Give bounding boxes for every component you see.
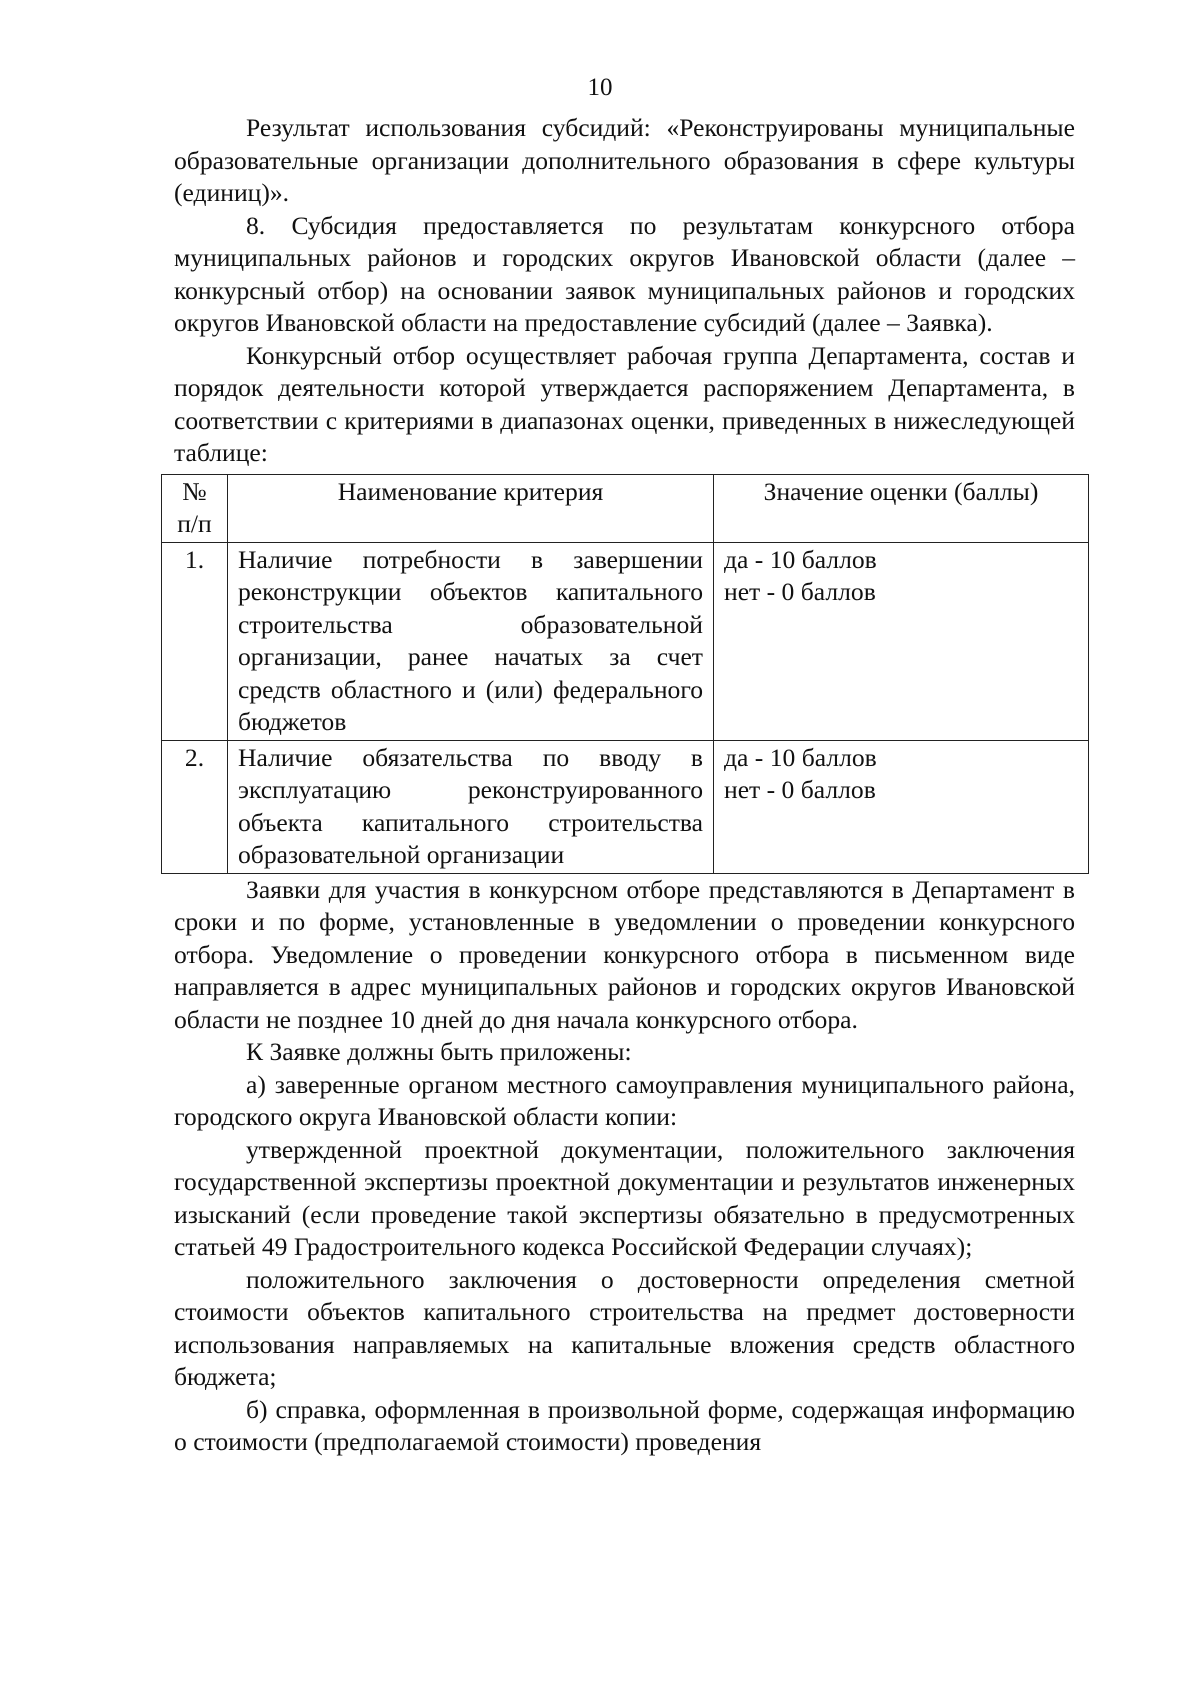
paragraph-item-b: б) справка, оформленная в произвольной форме, содержащая информацию о стоимости (предполагаемой стоимости) проведения (174, 1394, 1075, 1456)
paragraph-subsidy-result: Результат использования субсидий: «Реконструированы муниципальные образовательные организации дополнительного образования в сфере культуры (единиц)». (174, 113, 1075, 207)
criteria-table (161, 474, 1089, 874)
row-criterion: Наличие потребности в завершении реконструкции объектов капитального строительства образовательной организации, ранее начатых за счет средств областного и (или) федерального бюджетов (228, 542, 714, 740)
document-body (174, 112, 1075, 1459)
header-number: № п/п (162, 474, 228, 542)
row-score: да - 10 баллов нет - 0 баллов (714, 542, 1089, 740)
paragraph-applications: Заявки для участия в конкурсном отборе представляются в Департамент в сроки и по форме, установленные в уведомлении о проведении конкурсного отбора. Уведомление о проведении конкурсного отбора в письменном виде направляется в адрес муниципальных районов и городских округов Ивановской области не позднее 10 дней до дня начала конкурсного отбора. (174, 874, 1075, 1034)
paragraph-item-a: а) заверенные органом местного самоуправления муниципального района, городского округа Ивановской области копии: (174, 1069, 1075, 1131)
table-header-row (162, 474, 1089, 542)
row-number: 1. (162, 542, 228, 740)
paragraph-estimate-conclusion: положительного заключения о достоверности определения сметной стоимости объектов капитального строительства на предмет достоверности использования направляемых на капитальные вложения средств областного бюджета; (174, 1264, 1075, 1391)
row-number: 2. (162, 740, 228, 873)
table-row (162, 542, 1089, 740)
paragraph-competitive-selection: Конкурсный отбор осуществляет рабочая группа Департамента, состав и порядок деятельности которой утверждается распоряжением Департамента, в соответствии с критериями в диапазонах оценки, приведенных в нижеследующей таблице: (174, 340, 1075, 467)
page-number: 10 (587, 74, 613, 101)
header-score: Значение оценки (баллы) (714, 474, 1089, 542)
paragraph-attachments-intro: К Заявке должны быть приложены: (246, 1037, 632, 1066)
paragraph-item-8: 8. Субсидия предоставляется по результатам конкурсного отбора муниципальных районов и городских округов Ивановской области (далее – конкурсный отбор) на основании заявок муниципальных районов и городских округов Ивановской области на предоставление субсидий (далее – Заявка). (174, 210, 1075, 337)
paragraph-project-documentation: утвержденной проектной документации, положительного заключения государственной экспертизы проектной документации и результатов инженерных изысканий (если проведение такой экспертизы обязательно в предусмотренных статьей 49 Градостроительного кодекса Российской Федерации случаях); (174, 1134, 1075, 1261)
row-criterion: Наличие обязательства по вводу в эксплуатацию реконструированного объекта капитального строительства образовательной организации (228, 740, 714, 873)
row-score: да - 10 баллов нет - 0 баллов (714, 740, 1089, 873)
header-criterion-name: Наименование критерия (228, 474, 714, 542)
table-row (162, 740, 1089, 873)
